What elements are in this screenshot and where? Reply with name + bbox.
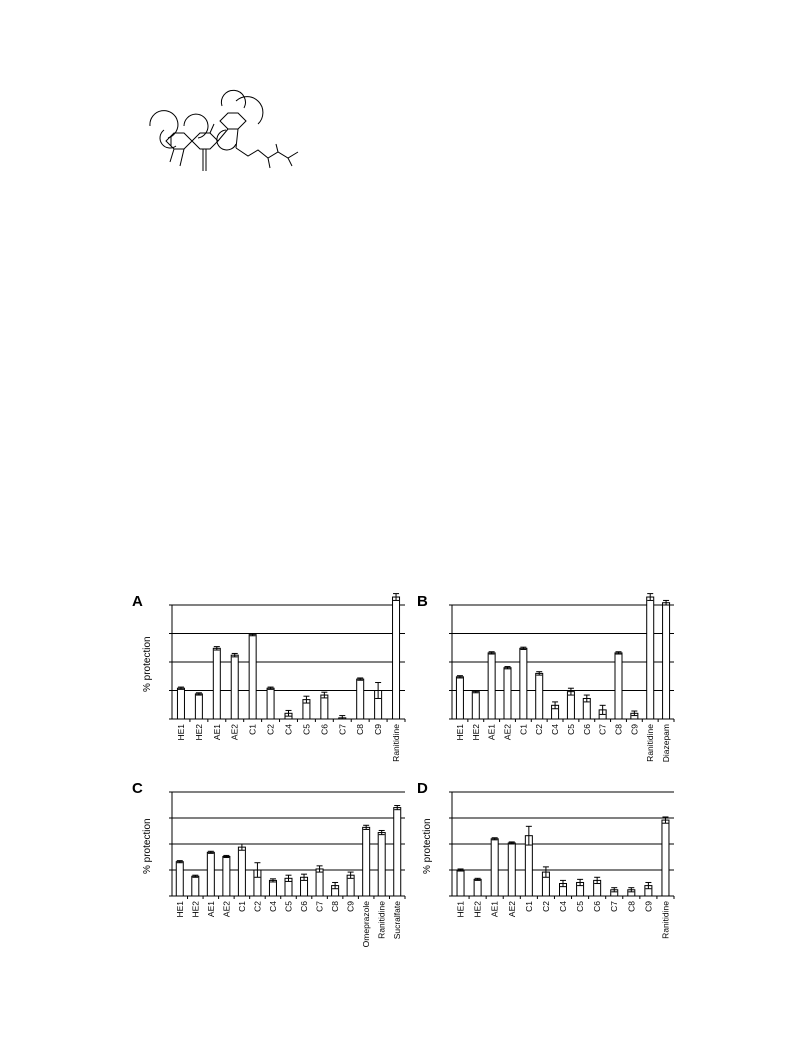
bar	[472, 692, 479, 719]
chart-panel-a	[130, 595, 410, 770]
bar	[223, 856, 230, 896]
bar	[249, 635, 256, 719]
category-label: C6	[299, 901, 310, 912]
category-label: C7	[314, 901, 325, 912]
category-label: AE1	[205, 901, 216, 918]
bar	[321, 695, 328, 719]
category-label: HE1	[174, 901, 185, 918]
chemical-structure-diagram	[140, 86, 310, 181]
category-label: C4	[267, 901, 278, 912]
panel-letter: D	[417, 780, 428, 797]
bar	[192, 876, 199, 896]
bar	[213, 648, 220, 719]
category-label: Sucralfate	[392, 901, 403, 940]
bar	[267, 688, 274, 719]
category-label: C6	[592, 901, 603, 912]
bar	[269, 880, 276, 896]
category-label: C5	[283, 901, 294, 912]
category-label: AE2	[502, 724, 513, 741]
category-label: Ranitidine	[645, 724, 656, 762]
category-label: HE2	[193, 724, 204, 741]
bar	[231, 655, 238, 719]
bar	[393, 597, 400, 719]
category-label: C4	[558, 901, 568, 912]
category-label: HE2	[470, 724, 481, 741]
bar	[176, 862, 183, 896]
category-label: C1	[523, 901, 534, 912]
bar	[647, 597, 654, 719]
category-label: C9	[643, 901, 654, 912]
category-label: C8	[330, 901, 341, 912]
bar	[357, 679, 364, 719]
category-label: AE1	[486, 724, 497, 741]
bar	[238, 847, 245, 896]
category-label: C5	[575, 901, 586, 912]
category-label: C1	[247, 724, 258, 735]
category-label: C2	[534, 724, 545, 735]
bar	[488, 653, 495, 719]
chart-panel-b	[415, 595, 695, 770]
panel-letter: B	[417, 593, 428, 610]
category-label: HE1	[175, 724, 186, 741]
category-label: C9	[345, 901, 356, 912]
category-label: Ranitidine	[376, 901, 387, 939]
category-label: Diazepam	[661, 724, 672, 763]
category-label: HE2	[190, 901, 201, 918]
category-label: C5	[301, 724, 312, 735]
bar	[394, 808, 401, 896]
category-label: C2	[252, 901, 263, 912]
bar	[567, 692, 574, 719]
panel-letter: C	[132, 780, 143, 797]
category-label: Ranitidine	[391, 724, 402, 762]
panel-letter: A	[132, 593, 143, 610]
bar	[177, 688, 184, 719]
bar-chart-svg	[415, 595, 695, 770]
category-label: C4	[283, 724, 294, 735]
category-label: HE1	[455, 901, 466, 918]
y-axis-label: % protection	[422, 818, 433, 874]
bar	[195, 694, 202, 719]
bar	[456, 677, 463, 719]
category-label: C2	[265, 724, 276, 735]
category-label: AE2	[229, 724, 240, 741]
y-axis-label: % protection	[142, 818, 153, 874]
bar	[363, 827, 370, 896]
category-label: C9	[373, 724, 384, 735]
bar	[536, 673, 543, 719]
category-label: C8	[355, 724, 366, 735]
category-label: C8	[626, 901, 637, 912]
category-label: C1	[236, 901, 247, 912]
bar	[207, 852, 214, 896]
category-label: C9	[629, 724, 640, 735]
category-label: C4	[550, 724, 561, 735]
category-label: C7	[609, 901, 620, 912]
category-label: C5	[565, 724, 576, 735]
category-label: Omeprazole	[361, 901, 372, 948]
category-label: C2	[540, 901, 551, 912]
chart-panel-d	[415, 780, 695, 965]
category-label: C8	[613, 724, 624, 735]
bar	[504, 668, 511, 719]
bar-chart-svg	[415, 780, 695, 965]
category-label: C7	[337, 724, 348, 735]
bar	[662, 820, 669, 896]
bar	[316, 869, 323, 896]
category-label: HE2	[472, 901, 483, 918]
category-label: Ranitidine	[660, 901, 671, 939]
category-label: C6	[581, 724, 592, 735]
bar	[615, 653, 622, 719]
bar	[491, 839, 498, 896]
bar-chart-svg	[130, 780, 410, 965]
bar	[520, 648, 527, 719]
bar-chart-svg	[130, 595, 410, 770]
bar	[457, 870, 464, 896]
chart-panel-c	[130, 780, 410, 965]
category-label: AE1	[211, 724, 222, 741]
category-label: AE1	[489, 901, 500, 918]
category-label: C1	[518, 724, 529, 735]
category-label: HE1	[454, 724, 465, 741]
bar	[663, 603, 670, 719]
category-label: C7	[597, 724, 608, 735]
bar	[378, 833, 385, 896]
bar	[508, 843, 515, 896]
category-label: C6	[319, 724, 330, 735]
category-label: AE2	[221, 901, 232, 918]
bar	[474, 879, 481, 896]
y-axis-label: % protection	[142, 636, 153, 692]
category-label: AE2	[506, 901, 517, 918]
